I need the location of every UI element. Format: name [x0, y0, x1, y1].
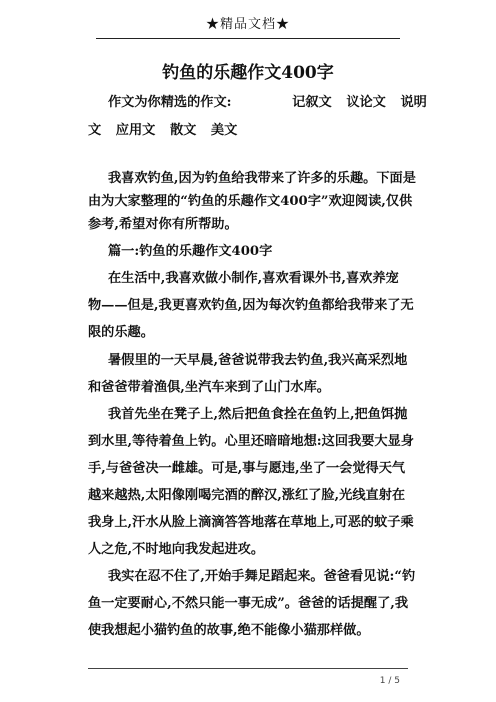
page-number: 1 / 5 [379, 676, 400, 686]
body-line: 到水里,等待着鱼上钓。心里还暗暗地想:这回我要大显身 [88, 434, 414, 449]
body-line: 和爸爸带着渔俱,坐汽车来到了山门水库。 [88, 380, 330, 395]
body-line: 由为大家整理的“钓鱼的乐趣作文400字”欢迎阅读,仅供 [88, 194, 413, 209]
body-line: 暑假里的一天早晨,爸爸说带我去钓鱼,我兴高采烈地 [108, 353, 408, 368]
category-item: 散文 [169, 123, 197, 138]
body-line: 物——但是,我更喜欢钓鱼,因为每次钓鱼都给我带来了无 [88, 298, 414, 313]
body-line: 参考,希望对你有所帮助。 [88, 217, 238, 232]
body-line: 人之危,不时地向我发起进攻。 [88, 542, 265, 557]
body-line: 在生活中,我喜欢做小制作,喜欢看课外书,喜欢养宠 [108, 271, 399, 286]
body-line: 我身上,汗水从脸上滴滴答答地落在草地上,可恶的蚊子乘 [88, 515, 414, 530]
category-item: 说明 [400, 95, 427, 110]
section-heading: 篇一:钓鱼的乐趣作文400字 [108, 244, 273, 259]
body-line: 鱼一定要耐心,不然只能一事无成”。爸爸的话提醒了,我 [88, 596, 409, 611]
body-line: 限的乐趣。 [88, 325, 154, 340]
body-line: 我首先坐在凳子上,然后把鱼食拴在鱼钓上,把鱼饵抛 [108, 407, 408, 422]
body-line: 我实在忍不住了,开始手舞足蹈起来。爸爸看见说:“钓 [108, 569, 416, 584]
header-rule [96, 38, 400, 39]
category-item: 美文 [210, 123, 238, 138]
body-line: 手,与爸爸决一雌雄。可是,事与愿违,坐了一会觉得天气 [88, 461, 406, 476]
body-line: 我喜欢钓鱼,因为钓鱼给我带来了许多的乐趣。下面是 [108, 171, 416, 186]
category-list-continued [88, 124, 247, 137]
intro-line [108, 96, 437, 109]
footer-rule [88, 668, 408, 669]
body-line: 越来越热,太阳像刚喝完酒的醉汉,涨红了脸,光线直射在 [88, 488, 406, 503]
body-line: 使我想起小猫钓鱼的故事,绝不能像小猫那样做。 [88, 623, 370, 638]
category-item: 文 [88, 123, 102, 138]
category-item: 议论文 [346, 95, 386, 110]
page-header: ★精品文档★ [205, 17, 290, 32]
document-title: 钓鱼的乐趣作文400字 [162, 63, 334, 83]
category-list [292, 95, 437, 110]
category-item: 记叙文 [292, 95, 332, 110]
category-item: 应用文 [115, 123, 156, 138]
intro-text: 作文为你精选的作文: [108, 95, 232, 110]
